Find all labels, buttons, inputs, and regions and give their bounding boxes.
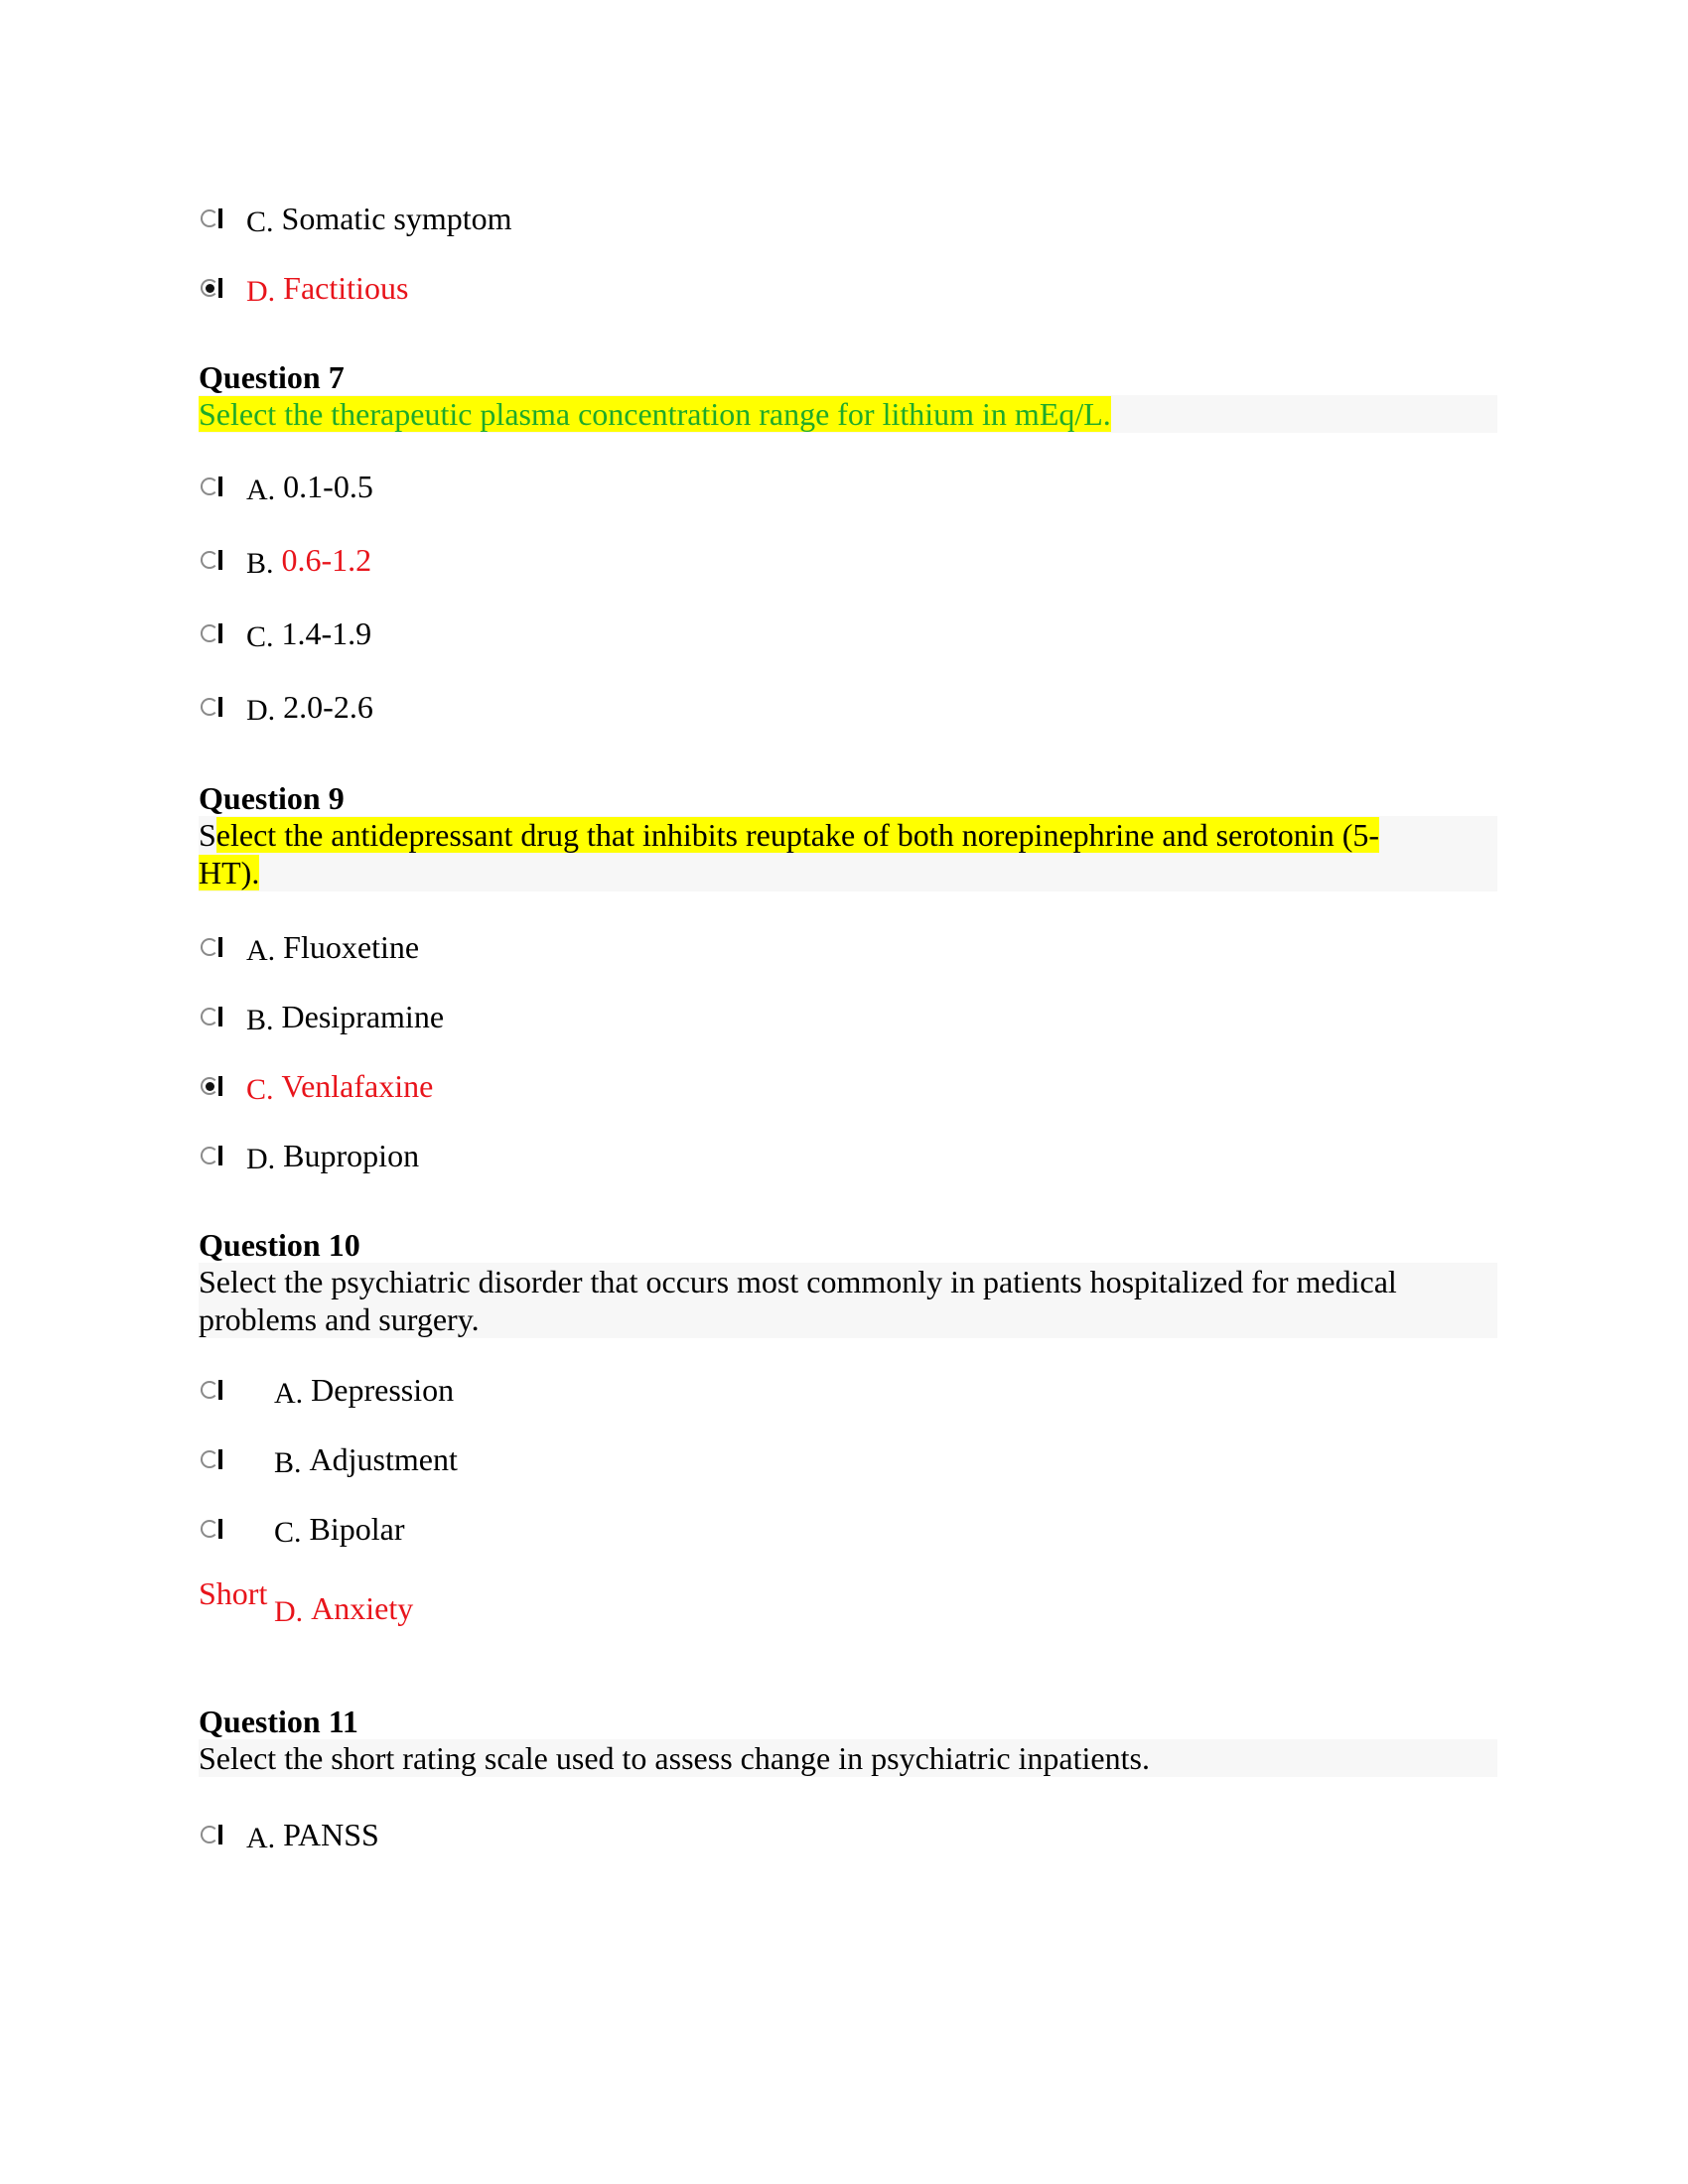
question-7-prompt-box — [199, 395, 1497, 433]
option-letter: C. — [246, 620, 274, 653]
q7-option-c[interactable] — [199, 614, 371, 653]
radio-icon[interactable] — [199, 472, 226, 501]
option-letter: B. — [274, 1446, 302, 1479]
question-10-prompt: Select the psychiatric disorder that occurs most commonly in patients hospitalized for medical problems and surgery. — [199, 1263, 1497, 1338]
radio-icon[interactable] — [199, 1002, 226, 1031]
option-text: 1.4-1.9 — [281, 614, 372, 651]
option-letter: A. — [274, 1377, 304, 1410]
option-letter: A. — [246, 934, 276, 967]
option-letter: A. — [246, 474, 276, 506]
q9-option-d[interactable] — [199, 1136, 419, 1175]
option-text: Anxiety — [311, 1589, 414, 1626]
q11-option-a[interactable] — [199, 1815, 379, 1854]
radio-selected-icon[interactable] — [199, 273, 226, 303]
q10-option-b[interactable] — [199, 1439, 458, 1479]
option-letter: D. — [274, 1595, 304, 1628]
option-text: PANSS — [283, 1816, 379, 1852]
radio-icon[interactable] — [199, 545, 226, 575]
question-7-prompt: Select the therapeutic plasma concentration range for lithium in mEq/L. — [199, 396, 1111, 432]
radio-icon[interactable] — [199, 692, 226, 722]
option-letter: C. — [274, 1516, 302, 1549]
question-11-title: Question 11 — [199, 1704, 358, 1739]
q7-option-b[interactable] — [199, 540, 371, 580]
option-letter: D. — [246, 275, 276, 308]
option-letter: A. — [246, 1822, 276, 1854]
q7-option-a[interactable] — [199, 467, 373, 506]
option-text: Somatic symptom — [281, 200, 512, 236]
question-9-prompt-initial: S — [199, 817, 216, 853]
option-text: Depression — [311, 1371, 455, 1408]
option-text: Desipramine — [281, 998, 445, 1034]
option-text: Adjustment — [309, 1440, 458, 1477]
question-9-title: Question 9 — [199, 780, 345, 816]
radio-icon[interactable] — [199, 1444, 226, 1474]
radio-icon[interactable] — [199, 1820, 226, 1849]
option-text: Factitious — [283, 269, 409, 306]
option-text: Fluoxetine — [283, 928, 420, 965]
q10-option-a[interactable] — [199, 1370, 454, 1410]
q9-option-c[interactable] — [199, 1066, 433, 1106]
q7-option-d[interactable] — [199, 687, 373, 727]
question-11-prompt: Select the short rating scale used to assess change in psychiatric inpatients. — [199, 1739, 1497, 1777]
q9-option-a[interactable] — [199, 927, 419, 967]
option-letter: B. — [246, 547, 274, 580]
option-letter: C. — [246, 1073, 274, 1106]
q10-option-c[interactable] — [199, 1509, 405, 1549]
question-7-title: Question 7 — [199, 359, 345, 395]
radio-selected-icon[interactable] — [199, 1071, 226, 1101]
question-9-prompt: elect the antidepressant drug that inhibits reuptake of both norepinephrine and serotonin (5- — [215, 817, 1379, 853]
option-text: 0.1-0.5 — [283, 468, 373, 504]
q9-option-b[interactable] — [199, 997, 444, 1036]
radio-icon[interactable] — [199, 932, 226, 962]
short-note: Short — [199, 1575, 268, 1611]
question-9-prompt-box — [199, 816, 1497, 891]
option-letter: C. — [246, 205, 274, 238]
radio-icon[interactable] — [199, 618, 226, 648]
radio-icon[interactable] — [199, 204, 226, 233]
option-text: 0.6-1.2 — [281, 541, 372, 578]
option-letter: B. — [246, 1004, 274, 1036]
option-letter: D. — [246, 694, 276, 727]
radio-icon[interactable] — [199, 1141, 226, 1170]
option-text: Bipolar — [309, 1510, 405, 1547]
q6-option-c[interactable] — [199, 199, 512, 238]
q10-option-d[interactable] — [274, 1588, 413, 1628]
question-10-title: Question 10 — [199, 1227, 360, 1263]
radio-icon[interactable] — [199, 1514, 226, 1544]
option-text: 2.0-2.6 — [283, 688, 373, 725]
question-9-prompt-line2: HT). — [199, 855, 260, 890]
option-text: Bupropion — [283, 1137, 420, 1173]
radio-icon[interactable] — [199, 1375, 226, 1405]
option-text: Venlafaxine — [281, 1067, 434, 1104]
q6-option-d[interactable] — [199, 268, 408, 308]
option-letter: D. — [246, 1143, 276, 1175]
